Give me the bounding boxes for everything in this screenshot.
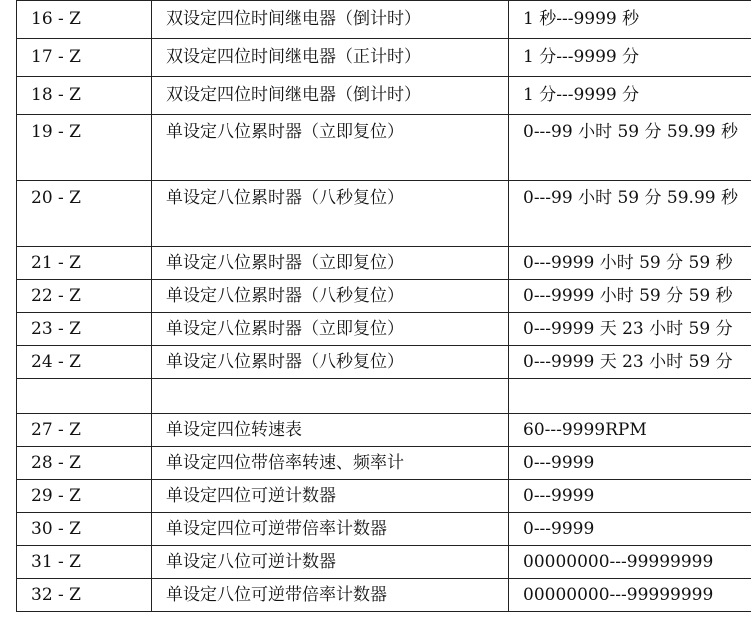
model-cell: 27 - Z: [17, 414, 152, 447]
model-cell: 19 - Z: [17, 115, 152, 181]
range-cell: 0---9999: [509, 447, 751, 480]
name-cell: 双设定四位时间继电器（正计时）: [152, 39, 509, 77]
name-cell: 单设定八位累时器（八秒复位）: [152, 346, 509, 379]
model-cell: 32 - Z: [17, 579, 152, 612]
range-cell: 0---9999 小时 59 分 59 秒: [509, 280, 751, 313]
table-row: [17, 181, 751, 247]
range-cell: 0---9999 天 23 小时 59 分: [509, 313, 751, 346]
table-row: [17, 247, 751, 280]
model-cell: 31 - Z: [17, 546, 152, 579]
table-row: [17, 313, 751, 346]
range-cell: 0---99 小时 59 分 59.99 秒: [509, 115, 751, 181]
table-row: [17, 480, 751, 513]
name-cell: 单设定八位可逆带倍率计数器: [152, 579, 509, 612]
range-cell: 1 分---9999 分: [509, 39, 751, 77]
table-row: [17, 579, 751, 612]
table-row: [17, 280, 751, 313]
name-cell: 双设定四位时间继电器（倒计时）: [152, 1, 509, 39]
model-cell: 17 - Z: [17, 39, 152, 77]
model-cell: 30 - Z: [17, 513, 152, 546]
table-row: [17, 39, 751, 77]
range-cell: 0---9999 小时 59 分 59 秒: [509, 247, 751, 280]
name-cell: 单设定八位累时器（立即复位）: [152, 115, 509, 181]
model-cell: 18 - Z: [17, 77, 152, 115]
table-row: [17, 1, 751, 39]
model-cell: 22 - Z: [17, 280, 152, 313]
name-cell: 单设定八位可逆计数器: [152, 546, 509, 579]
range-cell: 0---99 小时 59 分 59.99 秒: [509, 181, 751, 247]
name-cell: 单设定八位累时器（立即复位）: [152, 313, 509, 346]
range-cell: 60---9999RPM: [509, 414, 751, 447]
table-row: [17, 77, 751, 115]
table-row: [17, 414, 751, 447]
product-table: [16, 0, 751, 612]
model-cell: 29 - Z: [17, 480, 152, 513]
name-cell: [152, 379, 509, 414]
range-cell: [509, 379, 751, 414]
model-cell: [17, 379, 152, 414]
table-row: [17, 546, 751, 579]
table-row: [17, 513, 751, 546]
model-cell: 28 - Z: [17, 447, 152, 480]
range-cell: 1 分---9999 分: [509, 77, 751, 115]
table-row: [17, 115, 751, 181]
name-cell: 单设定四位转速表: [152, 414, 509, 447]
model-cell: 23 - Z: [17, 313, 152, 346]
table-row-empty: [17, 379, 751, 414]
name-cell: 单设定八位累时器（立即复位）: [152, 247, 509, 280]
model-cell: 20 - Z: [17, 181, 152, 247]
range-cell: 1 秒---9999 秒: [509, 1, 751, 39]
range-cell: 00000000---99999999: [509, 579, 751, 612]
name-cell: 单设定四位可逆带倍率计数器: [152, 513, 509, 546]
name-cell: 单设定八位累时器（八秒复位）: [152, 280, 509, 313]
table-row: [17, 447, 751, 480]
name-cell: 单设定四位可逆计数器: [152, 480, 509, 513]
table-row: [17, 346, 751, 379]
name-cell: 单设定八位累时器（八秒复位）: [152, 181, 509, 247]
model-cell: 24 - Z: [17, 346, 152, 379]
range-cell: 00000000---99999999: [509, 546, 751, 579]
model-cell: 16 - Z: [17, 1, 152, 39]
name-cell: 单设定四位带倍率转速、频率计: [152, 447, 509, 480]
range-cell: 0---9999: [509, 513, 751, 546]
range-cell: 0---9999: [509, 480, 751, 513]
range-cell: 0---9999 天 23 小时 59 分: [509, 346, 751, 379]
name-cell: 双设定四位时间继电器（倒计时）: [152, 77, 509, 115]
model-cell: 21 - Z: [17, 247, 152, 280]
